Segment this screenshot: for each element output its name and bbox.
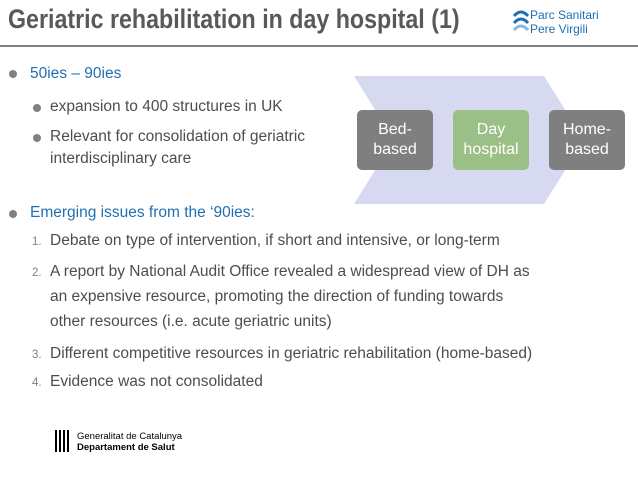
section1-item: expansion to 400 structures in UK — [50, 98, 283, 115]
logo-line-2: Pere Virgili — [530, 22, 588, 36]
list-item: Evidence was not consolidated — [50, 373, 263, 390]
generalitat-logo-icon — [55, 430, 73, 452]
list-item: Debate on type of intervention, if short and intensive, or long-term — [50, 232, 500, 249]
flow-box-home-based: Home- based — [549, 110, 625, 170]
list-item: Different competitive resources in geriatric rehabilitation (home-based) — [50, 345, 533, 362]
flow-box-bed-based: Bed- based — [357, 110, 433, 170]
list-item: A report by National Audit Office revealed a widespread view of DH as — [50, 263, 530, 280]
section1-item-cont: interdisciplinary care — [50, 150, 192, 167]
bullet-dot — [9, 210, 17, 218]
bullet-dot — [33, 134, 41, 142]
footer-line-2: Departament de Salut — [77, 442, 175, 453]
list-item-cont: an expensive resource, promoting the direction of funding towards — [50, 288, 504, 305]
section1-heading: 50ies – 90ies — [30, 65, 122, 82]
list-number: 3. — [32, 349, 42, 361]
section1-item: Relevant for consolidation of geriatric — [50, 128, 306, 145]
list-number: 1. — [32, 236, 42, 248]
bullet-dot — [33, 104, 41, 112]
list-item-cont: other resources (i.e. acute geriatric units) — [50, 313, 332, 330]
section2-heading: Emerging issues from the ‘90ies: — [30, 204, 255, 221]
bullet-dot — [9, 70, 17, 78]
flow-box-day-hospital: Day hospital — [453, 110, 529, 170]
title-divider — [0, 45, 638, 47]
page-title: Geriatric rehabilitation in day hospital (1) — [8, 4, 460, 34]
logo-line-1: Parc Sanitari — [530, 8, 599, 22]
list-number: 2. — [32, 267, 42, 279]
footer-line-1: Generalitat de Catalunya — [77, 431, 183, 442]
list-number: 4. — [32, 377, 42, 389]
